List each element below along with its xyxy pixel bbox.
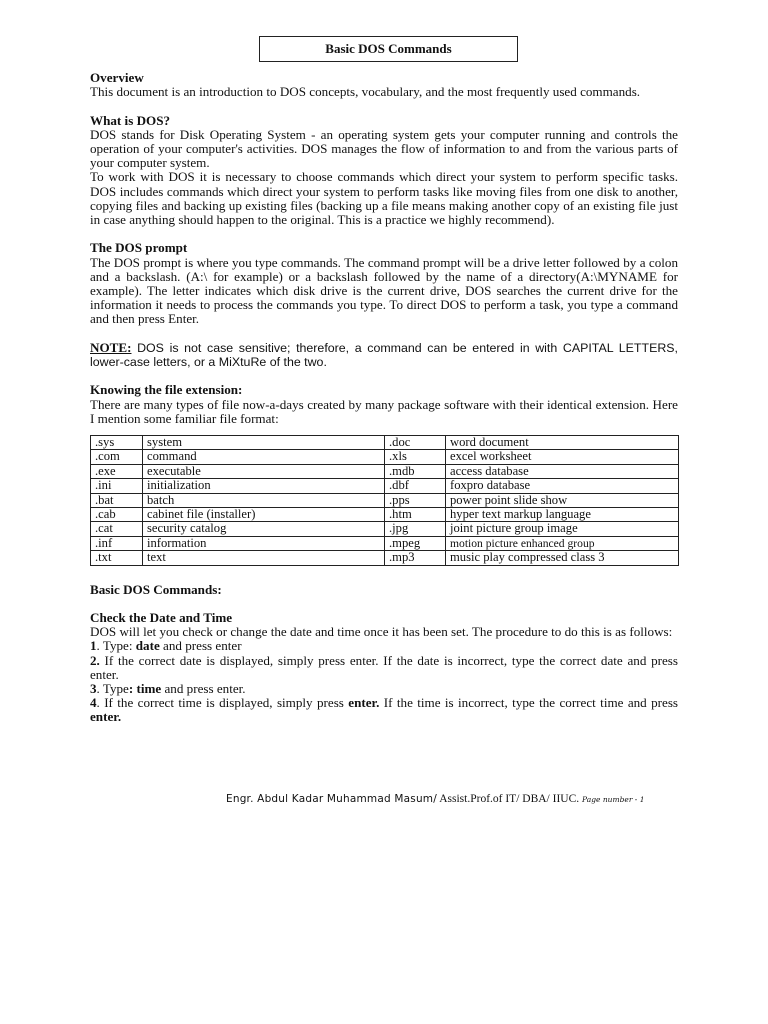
table-row [91, 464, 679, 478]
table-cell: initialization [143, 479, 385, 493]
dos-prompt-heading: The DOS prompt [90, 240, 188, 256]
footer-author: Engr. Abdul Kadar Muhammad Masum/ [226, 793, 437, 805]
step-3: 3. Type: time and press enter. [90, 681, 246, 697]
table-cell: .sys [91, 436, 143, 450]
table-row [91, 479, 679, 493]
table-cell: .jpg [385, 522, 446, 536]
date-time-heading: Check the Date and Time [90, 610, 233, 626]
table-row [91, 536, 679, 550]
step-2: 2. If the correct date is displayed, simply press enter. If the date is incorrect, type the correct date and press enter. [90, 652, 678, 682]
table-row [91, 551, 679, 565]
table-cell: .exe [91, 464, 143, 478]
overview-heading: Overview [90, 70, 144, 85]
table-cell: .doc [385, 436, 446, 450]
note-label: NOTE: [90, 339, 132, 355]
file-extension-heading: Knowing the file extension: [90, 382, 243, 398]
table-cell: .txt [91, 551, 143, 565]
page-footer [226, 793, 686, 805]
table-cell: information [143, 536, 385, 550]
table-cell: .cat [91, 522, 143, 536]
basic-commands-heading: Basic DOS Commands: [90, 581, 222, 597]
table-cell: .xls [385, 450, 446, 464]
what-is-dos-paragraph-2: To work with DOS it is necessary to choose commands which direct your system to perform specific tasks. DOS includes commands which direct your system to perform tasks like moving files from one disk to another, copying files and backing up existing files (backing up a file means making another copy of an existing file just in case anything should happen to the original. This is a practice we highly recommend). [90, 169, 678, 228]
table-cell: motion picture enhanced group [446, 536, 679, 550]
what-is-dos-paragraph-1: DOS stands for Disk Operating System - an operating system gets your computer running and controls the operation of your computer's activities. DOS manages the flow of information to and from the various parts of your computer system. [90, 126, 678, 171]
table-cell: .inf [91, 536, 143, 550]
file-extension-text: There are many types of file now-a-days created by many package software with their identical extension. Here I mention some familiar file format: [90, 396, 678, 426]
table-cell: executable [143, 464, 385, 478]
note-text: DOS is not case sensitive; therefore, a command can be entered in with CAPITAL LETTERS, lower-case letters, or a MiXtuRe of the two. [90, 340, 678, 370]
footer-affiliation: Assist.Prof.of IT/ DBA/ IIUC. [436, 793, 583, 805]
table-cell: word document [446, 436, 679, 450]
table-cell: .htm [385, 508, 446, 522]
table-cell: foxpro database [446, 479, 679, 493]
table-row [91, 436, 679, 450]
table-cell: .ini [91, 479, 143, 493]
step-4: 4. If the correct time is displayed, simply press enter. If the time is incorrect, type the correct time and press enter. [90, 695, 679, 725]
dos-prompt-text: The DOS prompt is where you type commands. The command prompt will be a drive letter followed by a colon and a backslash. (A:\ for example) or a backslash followed by the name of a directory(A:\MYNAME for example). The letter indicates which disk drive is the current drive, DOS searches the current drive for the information it needs to process the commands you type. To direct DOS to perform a task, you type a command and then press Enter. [90, 254, 678, 327]
table-cell: command [143, 450, 385, 464]
table-cell: excel worksheet [446, 450, 679, 464]
table-row [91, 508, 679, 522]
table-cell: security catalog [143, 522, 385, 536]
table-row [91, 493, 679, 507]
table-cell: system [143, 436, 385, 450]
footer-page-number: Page number - 1 [582, 795, 645, 804]
document-title: Basic DOS Commands [259, 36, 518, 62]
document-body [90, 71, 678, 725]
table-cell: music play compressed class 3 [446, 551, 679, 565]
table-cell: .dbf [385, 479, 446, 493]
table-cell: .bat [91, 493, 143, 507]
table-cell: batch [143, 493, 385, 507]
table-cell: .mpeg [385, 536, 446, 550]
what-is-dos-heading: What is DOS? [90, 112, 171, 128]
table-cell: cabinet file (installer) [143, 508, 385, 522]
table-cell: .cab [91, 508, 143, 522]
note-paragraph [90, 341, 678, 369]
overview-text: This document is an introduction to DOS concepts, vocabulary, and the most frequently used commands. [90, 84, 641, 100]
step-1: 1. Type: date and press enter [90, 638, 242, 654]
table-cell: .com [91, 450, 143, 464]
table-cell: power point slide show [446, 493, 679, 507]
table-cell: hyper text markup language [446, 508, 679, 522]
table-row [91, 522, 679, 536]
table-cell: .pps [385, 493, 446, 507]
date-time-intro: DOS will let you check or change the date and time once it has been set. The procedure to do this is as follows: [90, 624, 673, 640]
table-row [91, 450, 679, 464]
file-extension-table [90, 435, 679, 566]
table-cell: text [143, 551, 385, 565]
table-cell: joint picture group image [446, 522, 679, 536]
table-cell: access database [446, 464, 679, 478]
table-cell: .mp3 [385, 551, 446, 565]
table-cell: .mdb [385, 464, 446, 478]
